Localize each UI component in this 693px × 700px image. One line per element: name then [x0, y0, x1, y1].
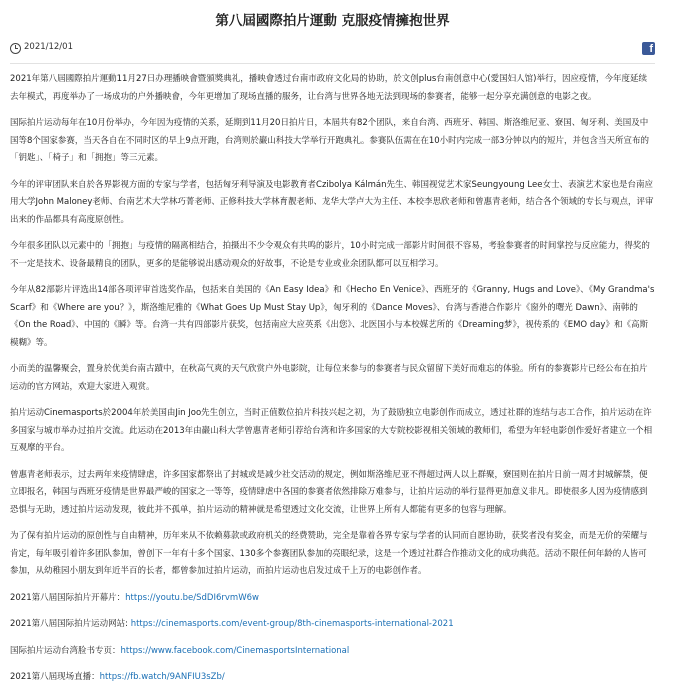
link-line-livestream — [10, 669, 655, 687]
publish-date: 2021/12/01 — [24, 42, 73, 52]
event-website-link[interactable]: https://cinemasports.com/event-group/8th-cinemasports-international-2021 — [130, 619, 454, 629]
article-title: 第八屆國際拍片運動 克服疫情擁抱世界 — [215, 13, 450, 29]
paragraph: 国际拍片运动每年在10月份举办，今年因为疫情的关系，延期到11月20日拍片日，本屆共有82个团队，来自台湾、西班牙、韩国、斯洛维尼亚、寮国、匈牙利、美国及中国等8个国家参赛，当天各自在不同时区的早上9点开跑，台湾则於巖山科技大学举行开跑典礼。参赛队伍需在在10小时内完成一部3分钟以内的短片，并包含当天所宣布的「钥匙」、「椅子」和「拥抱」等三元素。 — [10, 118, 650, 163]
paragraph: 今年的评审团队来自於各界影视方面的专家与学者，包括匈牙利导演及电影教育者Czibolya Kálmán先生、韩国视觉艺术家Seungyoung Lee女士、表演艺术家也是台南应用大学John Maloney老师、台南艺术大学林巧菁老师、正修科技大学林育靓老师、龙华大学卢大为主任、本校李思欣老师和曾惠青老师，结合各个领域的专长与观点，评审出来的作品都具有高度原创性。 — [10, 179, 654, 225]
divider — [10, 63, 655, 64]
article-meta — [10, 42, 655, 58]
paragraph: 今年很多团队以元素中的「拥抱」与疫情的隔离相结合，拍摄出不少令观众有共鸣的影片，10小时完成一部影片时间很不容易，考验参赛者的时间掌控与反应能力，得奖的不一定是技术、设备最精良的团队，更多的是能够说出感动观众的好故事，不论是专业或业余团队都可以互相学习。 — [10, 241, 650, 269]
paragraph: 为了保有拍片运动的原创性与自由精神，历年来从不依赖募款或政府机关的经费赞助，完全是靠着各界专家与学者的认同而自愿协助，获奖者没有奖金，而是无价的荣耀与肯定，每年吸引着许多团队参加，曾创下一年有十多个国家、130多个参赛团队参加的亮眼纪录，这是一个透过社群合作推动文化的成功典范。活动不限任何年龄的人皆可参加，从幼稚园小朋友到年近半百的长者，都曾参加过拍片运动，而拍片运动也启发过成千上万的电影创作者。 — [10, 531, 648, 576]
opening-film-link[interactable]: https://youtu.be/SdDI6rvmW6w — [125, 592, 259, 603]
article-body — [10, 71, 655, 696]
link-label: 2021第八屆国际拍片运动网站: — [10, 619, 131, 629]
link-line-website — [10, 616, 655, 634]
paragraph: 拍片运动Cinemasports於2004年於美国由Jin Joo先生创立，当时正值数位拍片科技兴起之初，为了鼓励独立电影创作而成立，透过社群的连结与志工合作，拍片运动在许多国家与城市举办过拍片交流。此运动在2013年由巖山科大学曾惠青老师引荐给台湾和许多国家的大专院校影视相关领域的教师们，希望为年轻电影创作爱好者建立一个相互观摩的平台。 — [10, 408, 653, 453]
paragraph: 今年从82部影片评选出14部各项评审首选奖作品，包括来自美国的《An Easy Idea》和《Hecho En Venice》、西班牙的《Granny, Hugs and Love》、《My Grandma's Scarf》和《Where are you？》，斯洛维尼雅的《What Goes Up Must Stay Up》，匈牙利的《Dance Moves》、台湾与香港合作影片《窗外的曙光 Dawn》、南韩的《On the Road》、中国的《瞬》等。台湾一共有四部影片获奖，包括南应大应英系《出您》、北医国小与本校媒艺所的《Dreaming梦》，视传系的《EMO day》和《高斯模糊》等。 — [10, 285, 655, 348]
link-line-opening-film — [10, 590, 655, 608]
paragraph: 曾惠青老师表示，过去两年来疫情肆虐，许多国家都祭出了封城或是减少社交活动的规定，例如斯洛维尼亚不得超过两人以上群聚，寮国则在拍片日前一周才封城解禁，便立即报名，韩国与西班牙疫情是世界最严峻的国家之一等等，疫情肆虐中各国的参赛者依然排除万难参与，让拍片运动的举行显得更加意义非凡。即使很多人因为疫情感到恐惧与无助，透过拍片运动发现，彼此并不孤单，拍片运动的精神就是希望透过文化交流，让世界上所有人都能有更多的包容与理解。 — [10, 469, 648, 515]
paragraph: 2021年第八屆國際拍片運動11月27日办理播映會暨頒獎典礼，播映會透过台南市政府文化局的协助，於文创plus台南创意中心(愛国妇人馆)举行，因应疫情，今年度延续去年模式，再度举办了一场成功的户外播映會，今年更增加了现场直播的服务，让台湾与世界各地无法到现场的参赛者，能够一起分享充满创意的电影之夜。 — [10, 74, 647, 102]
facebook-page-link[interactable]: https://www.facebook.com/CinemasportsInternational — [120, 645, 350, 656]
facebook-icon[interactable]: f — [642, 42, 655, 55]
link-line-facebook — [10, 643, 655, 661]
livestream-link[interactable]: https://fb.watch/9ANFIU3sZb/ — [99, 672, 225, 682]
link-label: 国际拍片运动台湾脸书专页： — [10, 645, 121, 656]
paragraph: 小而美的温馨聚会，置身於优美台南古蹟中，在秋高气爽的天气欣赏户外电影院，让每位来参与的参赛者与民众留留下美好而难忘的体验。所有的参赛影片已经公布在拍片运动的官方网站，欢迎大家进入观赏。 — [10, 364, 648, 392]
link-label: 2021第八屆现场直播： — [10, 672, 100, 682]
link-label: 2021第八屆国际拍片开幕片： — [10, 592, 126, 603]
clock-icon — [10, 43, 21, 54]
